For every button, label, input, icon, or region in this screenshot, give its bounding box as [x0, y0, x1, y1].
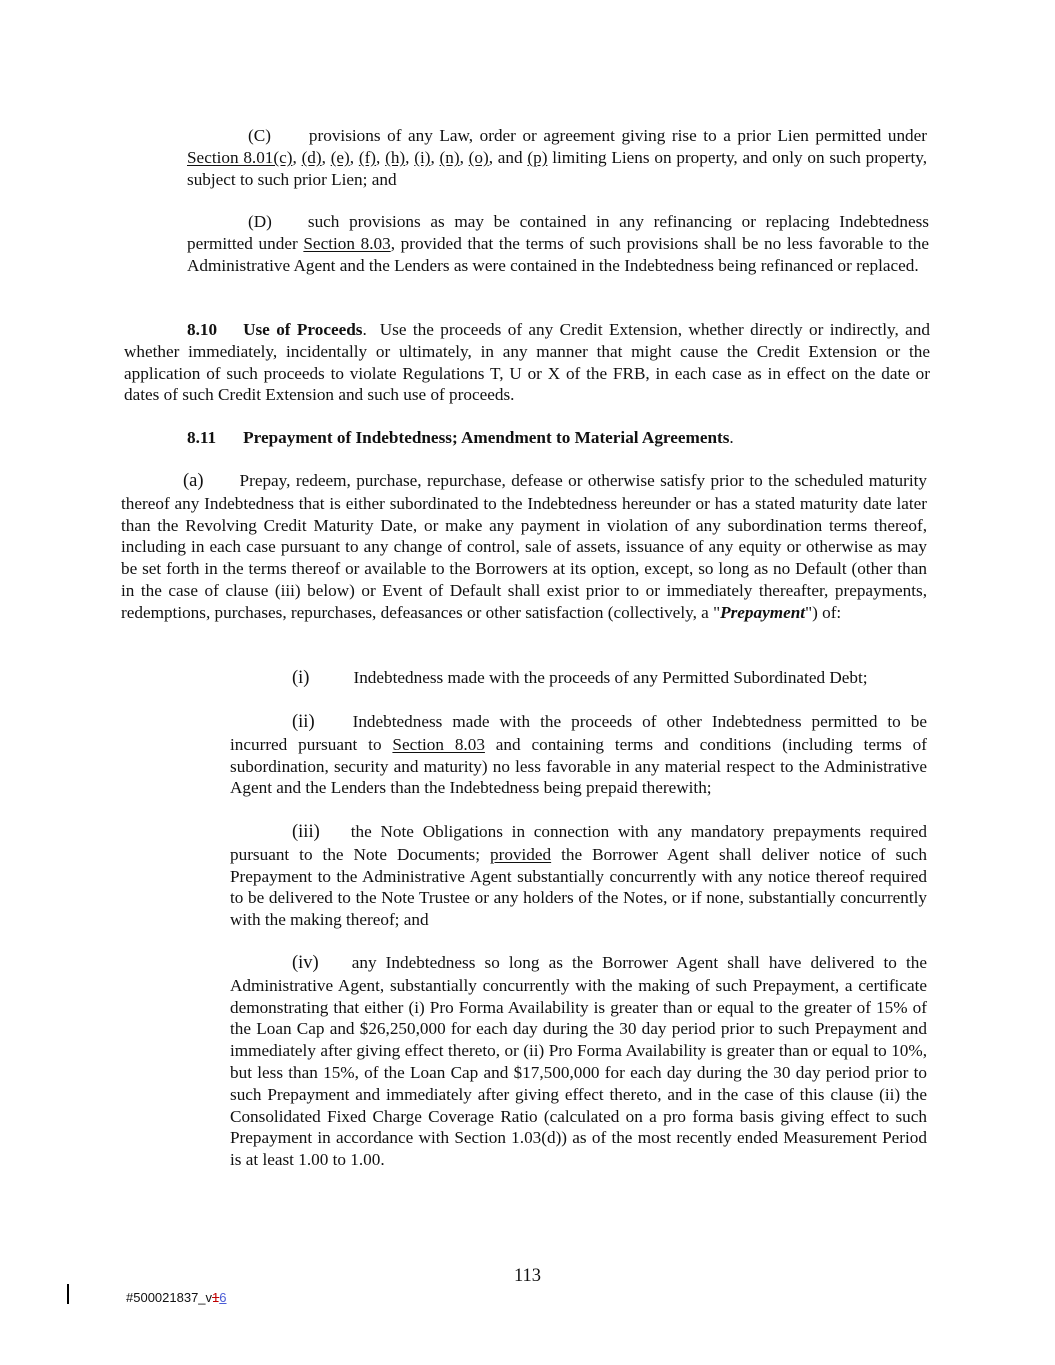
section-8-11: 8.11 Prepayment of Indebtedness; Amendment to Material Agreements. — [187, 428, 734, 447]
clause-iii-label: (iii) — [292, 822, 320, 842]
document-id: #500021837_v16 — [126, 1290, 227, 1305]
clause-iv-label: (iv) — [292, 953, 319, 973]
provided-term: provided — [490, 844, 552, 864]
section-link[interactable]: (f) — [358, 147, 377, 167]
clause-iv: (iv) any Indebtedness so long as the Borrower Agent shall have delivered to the Administrative Agent, substantially concurrently with the making of such Prepayment, a certificate demonstrating that either (i) Pro Forma Availability is greater than or equal to the greater of 15% of the Loan Cap and $26,250,000 for each day during the 30 day period prior to such Prepayment and immediately after giving effect thereto, or (ii) Pro Forma Availability is greater than or equal to 10%, but less than 15%, of the Loan Cap and $17,500,000 for each day during the 30 day period prior to such Prepayment and immediately after giving effect thereto, and in the case of this clause (ii) the Consolidated Fixed Charge Coverage Ratio (calculated on a pro forma basis giving effect to such Prepayment in accordance with Section 1.03(d)) as of the most recently ended Measurement Period is at least 1.00 to 1.00. — [230, 953, 927, 1170]
section-heading: Use of Proceeds — [243, 320, 363, 339]
section-link[interactable]: (p) — [527, 147, 548, 167]
defined-term: Prepayment — [720, 602, 806, 622]
section-body: Use the proceeds of any Credit Extension, whether directly or indirectly, and whether immediately, incidentally or ultimately, in any manner that might cause the Credit Extension or the application of such proceeds to violate Regulations T, U or X of the FRB, in each case as in effect on the date or dates of such Credit Extension and such use of proceeds. — [124, 320, 930, 405]
clause-ii-label: (ii) — [292, 712, 315, 732]
section-link[interactable]: Section 8.03 — [303, 233, 391, 253]
section-link[interactable]: (n) — [439, 147, 460, 167]
paragraph-d-label: (D) — [248, 212, 272, 231]
paragraph-a-label: (a) — [183, 471, 204, 491]
section-link[interactable]: (e) — [330, 147, 350, 167]
section-link[interactable]: (i) — [414, 147, 431, 167]
clause-i: (i) Indebtedness made with the proceeds of any Permitted Subordinated Debt; — [292, 668, 868, 688]
section-number: 8.10 — [187, 320, 218, 339]
section-number: 8.11 — [187, 428, 217, 447]
paragraph-c: (C) provisions of any Law, order or agreement giving rise to a prior Lien permitted under Section 8.01(c), (d), (e), (f), (h), (i), (n), (o), and (p) limiting Liens on property, and only on such property, subject to such prior Lien; and — [187, 126, 928, 189]
clause-iii: (iii) the Note Obligations in connection with any mandatory prepayments required pursuant to the Note Documents; provided the Borrower Agent shall deliver notice of such Prepayment to the Administrative Agent substantially concurrently with any notice thereof required to be delivered to the Note Trustee or any holders of the Notes, or if none, substantially concurrently with the making thereof; and — [230, 822, 927, 930]
section-link[interactable]: Section 8.01(c) — [187, 147, 293, 167]
change-bar — [67, 1284, 69, 1304]
section-link[interactable]: Section 8.03 — [392, 734, 485, 754]
paragraph-c-label: (C) — [248, 126, 271, 145]
section-8-10: 8.10 Use of Proceeds. Use the proceeds of any Credit Extension, whether directly or indirectly, and whether immediately, incidentally or ultimately, in any manner that might cause the Credit Extension or the application of such proceeds to violate Regulations T, U or X of the FRB, in each case as in effect on the date or dates of such Credit Extension and such use of proceeds. — [124, 320, 930, 405]
clause-i-label: (i) — [292, 668, 310, 688]
paragraph-d: (D) such provisions as may be contained in any refinancing or replacing Indebtedness permitted under Section 8.03, provided that the terms of such provisions shall be no less favorable to the Administrative Agent and the Lenders as were contained in the Indebtedness being refinanced or replaced. — [187, 212, 930, 275]
clause-ii: (ii) Indebtedness made with the proceeds of other Indebtedness permitted to be incurred pursuant to Section 8.03 and containing terms and conditions (including terms of subordination, security and maturity) no less favorable in any material respect to the Administrative Agent and the Lenders than the Indebtedness being prepaid therewith; — [230, 712, 927, 798]
paragraph-a: (a) Prepay, redeem, purchase, repurchase, defease or otherwise satisfy prior to the scheduled maturity thereof any Indebtedness that is either subordinated to the Indebtedness hereunder or has a stated maturity date later than the Revolving Credit Maturity Date, or make any payment in violation of any subordination terms thereof, including in each case pursuant to any change of control, sale of assets, issuance of any equity or otherwise as may be set forth in the terms thereof or available to the Borrowers at its option, except, so long as no Default (other than in the case of clause (iii) below) or Event of Default shall exist prior to or immediately thereafter, prepayments, redemptions, purchases, repurchases, defeasances or other satisfaction (collectively, a "Prepayment") of: — [121, 471, 927, 622]
inserted-version: 6 — [219, 1290, 227, 1305]
section-link[interactable]: (h) — [385, 147, 406, 167]
section-link[interactable]: (d) — [301, 147, 322, 167]
section-link[interactable]: (o) — [468, 147, 489, 167]
page-number: 113 — [513, 1266, 542, 1286]
section-heading: Prepayment of Indebtedness; Amendment to Material Agreements — [243, 428, 730, 447]
deleted-version: 1 — [212, 1290, 220, 1305]
